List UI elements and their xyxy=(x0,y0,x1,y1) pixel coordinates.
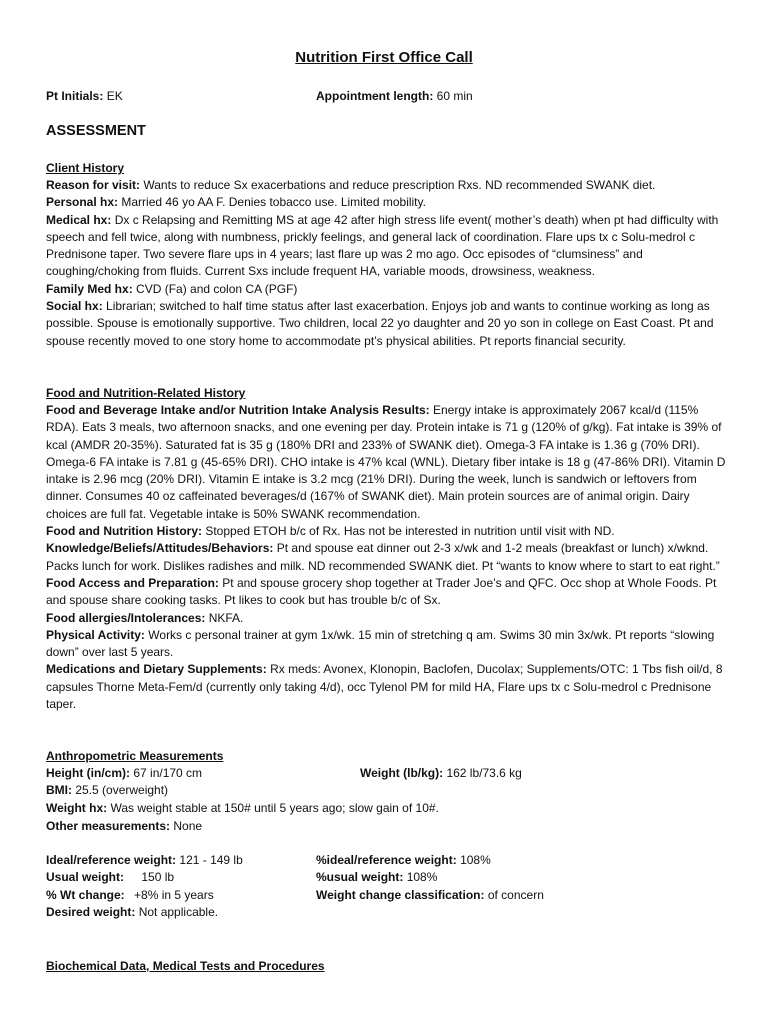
height-value: 67 in/170 cm xyxy=(133,766,203,780)
client-history-title: Client History xyxy=(46,161,125,175)
appointment-length-label: Appointment length: xyxy=(316,89,434,103)
intake-analysis xyxy=(46,402,726,523)
personal-text: Married 46 yo AA F. Denies tobacco use. Limited mobility. xyxy=(121,195,426,210)
ideal-weight-label: Ideal/reference weight: xyxy=(46,853,177,867)
height-row xyxy=(46,765,202,782)
wt-change-value: +8% in 5 years xyxy=(134,888,214,902)
social-hx xyxy=(46,298,726,350)
reason-for-visit xyxy=(46,177,726,194)
weight-row xyxy=(360,765,522,782)
usual-weight-value: 150 lb xyxy=(141,870,175,884)
weight-hx-label: Weight hx: xyxy=(46,801,108,815)
weight-label: Weight (lb/kg): xyxy=(360,766,444,780)
medical-text: Dx c Relapsing and Remitting MS at age 42 after high stress life event( mother’s death) when pt had difficulty with speech and fell twice, along with numbness, prickly feelings, and general lack of coordination. Flare ups tx c Solu-medrol c Prednisone taper. Two severe flare ups in 4 years; last flare up was 2 mo ago. Occ episodes of “clumsiness” and coughing/choking from fluids. Current Sxs include frequent HA, variable moods, drowsiness, weakness. xyxy=(46,212,719,279)
knowledge-beliefs xyxy=(46,540,726,575)
desired-weight-label: Desired weight: xyxy=(46,905,136,919)
personal-hx xyxy=(46,194,726,211)
weight-hx-row xyxy=(46,800,439,817)
food-access xyxy=(46,575,726,610)
food-history-body xyxy=(46,402,726,713)
anthro-title: Anthropometric Measurements xyxy=(46,749,224,763)
nutrition-history-label: Food and Nutrition History: xyxy=(46,524,202,539)
social-label: Social hx: xyxy=(46,299,103,314)
pct-ideal-value: 108% xyxy=(460,853,491,867)
pct-usual-value: 108% xyxy=(406,870,438,884)
patient-initials xyxy=(46,88,123,104)
meds-label: Medications and Dietary Supplements: xyxy=(46,662,267,677)
desired-weight-row xyxy=(46,904,218,921)
knowledge-text: Pt and spouse eat dinner out 2-3 x/wk and 1-2 meals (breakfast or lunch) x/wknd. Packs lunch for work. Dislikes radishes and milk. ND recommended SWANK diet. Pt “wants to know where to start to eat right.” xyxy=(46,541,720,573)
reason-label: Reason for visit: xyxy=(46,178,141,192)
assessment-heading: ASSESSMENT xyxy=(46,123,146,139)
wt-change-label: % Wt change: xyxy=(46,888,125,902)
bmi-label: BMI: xyxy=(46,783,72,797)
physical-activity xyxy=(46,627,726,662)
activity-text: Works c personal trainer at gym 1x/wk. 15 min of stretching q am. Swims 30 min 3x/wk. Pt reports “slowing down” over last 5 years. xyxy=(46,627,715,660)
food-allergies xyxy=(46,610,726,627)
nutrition-history xyxy=(46,523,726,540)
family-label: Family Med hx: xyxy=(46,281,133,296)
nutrition-history-text: Stopped ETOH b/c of Rx. Has not be interested in nutrition until visit with ND. xyxy=(205,524,615,539)
family-med-hx xyxy=(46,281,726,298)
intake-label: Food and Beverage Intake and/or Nutrition Intake Analysis Results: xyxy=(46,403,430,417)
wt-class-label: Weight change classification: xyxy=(316,888,485,902)
activity-label: Physical Activity: xyxy=(46,627,145,642)
appointment-length xyxy=(316,88,473,104)
pct-ideal-row xyxy=(316,852,491,869)
wt-class-value: of concern xyxy=(487,888,544,902)
access-text: Pt and spouse grocery shop together at Trader Joe’s and QFC. Occ shop at Whole Foods. Pt and spouse share cooking tasks. Pt likes to cook but has trouble b/c of Sx. xyxy=(46,575,717,608)
wt-change-row xyxy=(46,887,214,904)
pct-ideal-label: %ideal/reference weight: xyxy=(316,853,457,867)
ideal-weight-row xyxy=(46,852,243,869)
appointment-length-value: 60 min xyxy=(436,89,473,103)
knowledge-label: Knowledge/Beliefs/Attitudes/Behaviors: xyxy=(46,541,274,556)
pct-usual-label: %usual weight: xyxy=(316,870,404,884)
client-history-body xyxy=(46,177,726,350)
access-label: Food Access and Preparation: xyxy=(46,575,219,590)
biochem-title: Biochemical Data, Medical Tests and Procedures xyxy=(46,959,325,973)
bmi-row xyxy=(46,782,168,799)
desired-weight-value: Not applicable. xyxy=(138,905,219,919)
bmi-value: 25.5 (overweight) xyxy=(75,783,169,797)
other-measurements-value: None xyxy=(173,819,203,833)
ideal-weight-value: 121 - 149 lb xyxy=(179,853,243,867)
page-title: Nutrition First Office Call xyxy=(295,49,473,66)
medical-label: Medical hx: xyxy=(46,212,112,227)
weight-hx-value: Was weight stable at 150# until 5 years ago; slow gain of 10#. xyxy=(110,801,439,815)
medications xyxy=(46,661,726,713)
pct-usual-row xyxy=(316,869,437,886)
medical-hx xyxy=(46,212,726,281)
meds-text: Rx meds: Avonex, Klonopin, Baclofen, Ducolax; Supplements/OTC: 1 Tbs fish oil/d, 8 capsules Thorne Meta-Fem/d (currently only taking 4/d), occ Tylenol PM for mild HA, Flare ups tx c Solu-medrol c Prednisone taper. xyxy=(46,662,723,712)
other-measurements-label: Other measurements: xyxy=(46,819,171,833)
family-text: CVD (Fa) and colon CA (PGF) xyxy=(136,281,298,296)
wt-class-row xyxy=(316,887,544,904)
personal-label: Personal hx: xyxy=(46,195,119,210)
weight-value: 162 lb/73.6 kg xyxy=(446,766,522,780)
usual-weight-row xyxy=(46,869,174,886)
reason-text: Wants to reduce Sx exacerbations and reduce prescription Rxs. ND recommended SWANK diet. xyxy=(143,178,656,192)
other-measurements-row xyxy=(46,818,202,835)
patient-initials-label: Pt Initials: xyxy=(46,89,104,103)
social-text: Librarian; switched to half time status after last exacerbation. Enjoys job and wants to continue working as long as possible. Spouse is emotionally supportive. Two children, local 22 yo daughter and 20 yo son in college on East Coast. Pt and spouse recently moved to one story home to accommodate pt’s physical abilities. Pt reports financial security. xyxy=(46,299,714,348)
allergy-text: NKFA. xyxy=(208,610,244,625)
patient-initials-value: EK xyxy=(106,89,123,103)
height-label: Height (in/cm): xyxy=(46,766,130,780)
usual-weight-label: Usual weight: xyxy=(46,870,125,884)
intake-text: Energy intake is approximately 2067 kcal/d (115% RDA). Eats 3 meals, two afternoon snacks, and one evening per day. Protein intake is 71 g (120% of g/kg). Fat intake is 39% of kcal (AMDR 20-35%). Saturated fat is 35 g (180% DRI and 233% of SWANK diet). Omega-3 FA intake is 1.36 g (70% DRI). Omega-6 FA intake is 7.81 g (45-65% DRI). CHO intake is 47% kcal (WNL). Dietary fiber intake is 18 g (47-86% DRI). Vitamin D intake is 2.96 mcg (20% DRI). Vitamin E intake is 3.2 mcg (21% DRI). During the week, lunch is sandwich or leftovers from dinner. Consumes 40 oz caffeinated beverages/d (167% of SWANK diet). Main protein sources are of animal origin. Dairy choices are full fat. Vegetable intake is 50% SWANK recommendation. xyxy=(46,403,726,521)
allergy-label: Food allergies/Intolerances: xyxy=(46,610,206,625)
food-history-title: Food and Nutrition-Related History xyxy=(46,386,246,400)
